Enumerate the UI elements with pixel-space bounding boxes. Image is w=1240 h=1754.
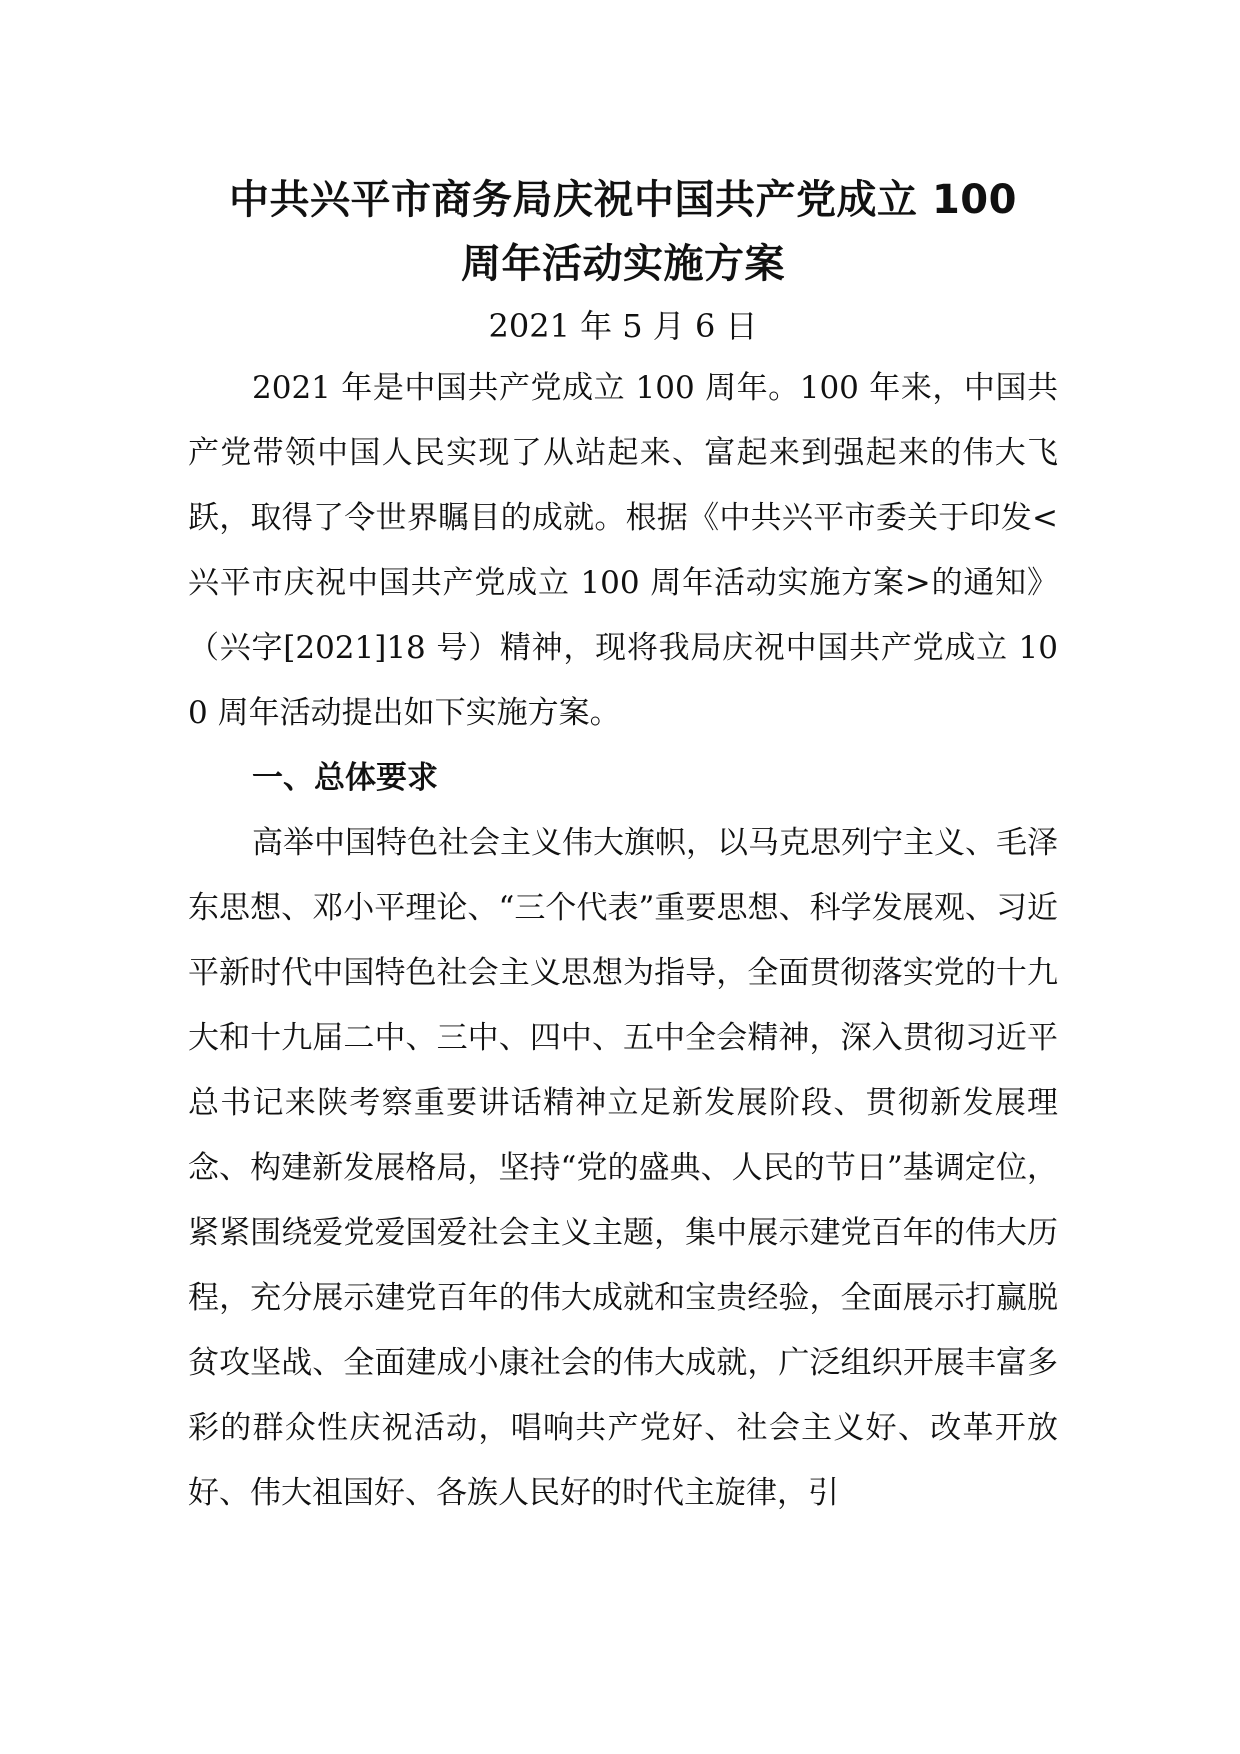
document-page — [188, 168, 1058, 1526]
section-heading-general-requirements: 一、总体要求 — [252, 760, 438, 796]
document-date: 2021 年 5 月 6 日 — [488, 307, 758, 345]
title-line-2: 周年活动实施方案 — [461, 241, 785, 287]
intro-paragraph: 2021 年是中国共产党成立 100 周年。100 年来，中国共产党带领中国人民实现了从站起来、富起来到强起来的伟大飞跃，取得了令世界瞩目的成就。根据《中共兴平市委关于印发<兴平市庆祝中国共产党成立 100 周年活动实施方案>的通知》（兴字[2021]18 号）精神，现将我局庆祝中国共产党成立 100 周年活动提出如下实施方案。 — [188, 370, 1058, 731]
section-paragraph-general-requirements: 高举中国特色社会主义伟大旗帜，以马克思列宁主义、毛泽东思想、邓小平理论、“三个代表”重要思想、科学发展观、习近平新时代中国特色社会主义思想为指导，全面贯彻落实党的十九大和十九届二中、三中、四中、五中全会精神，深入贯彻习近平总书记来陕考察重要讲话精神立足新发展阶段、贯彻新发展理念、构建新发展格局，坚持“党的盛典、人民的节日”基调定位，紧紧围绕爱党爱国爱社会主义主题，集中展示建党百年的伟大历程，充分展示建党百年的伟大成就和宝贵经验，全面展示打赢脱贫攻坚战、全面建成小康社会的伟大成就，广泛组织开展丰富多彩的群众性庆祝活动，唱响共产党好、社会主义好、改革开放好、伟大祖国好、各族人民好的时代主旋律，引 — [188, 825, 1058, 1511]
document-title — [188, 168, 1058, 296]
title-line-1: 中共兴平市商务局庆祝中国共产党成立 100 — [229, 177, 1017, 223]
